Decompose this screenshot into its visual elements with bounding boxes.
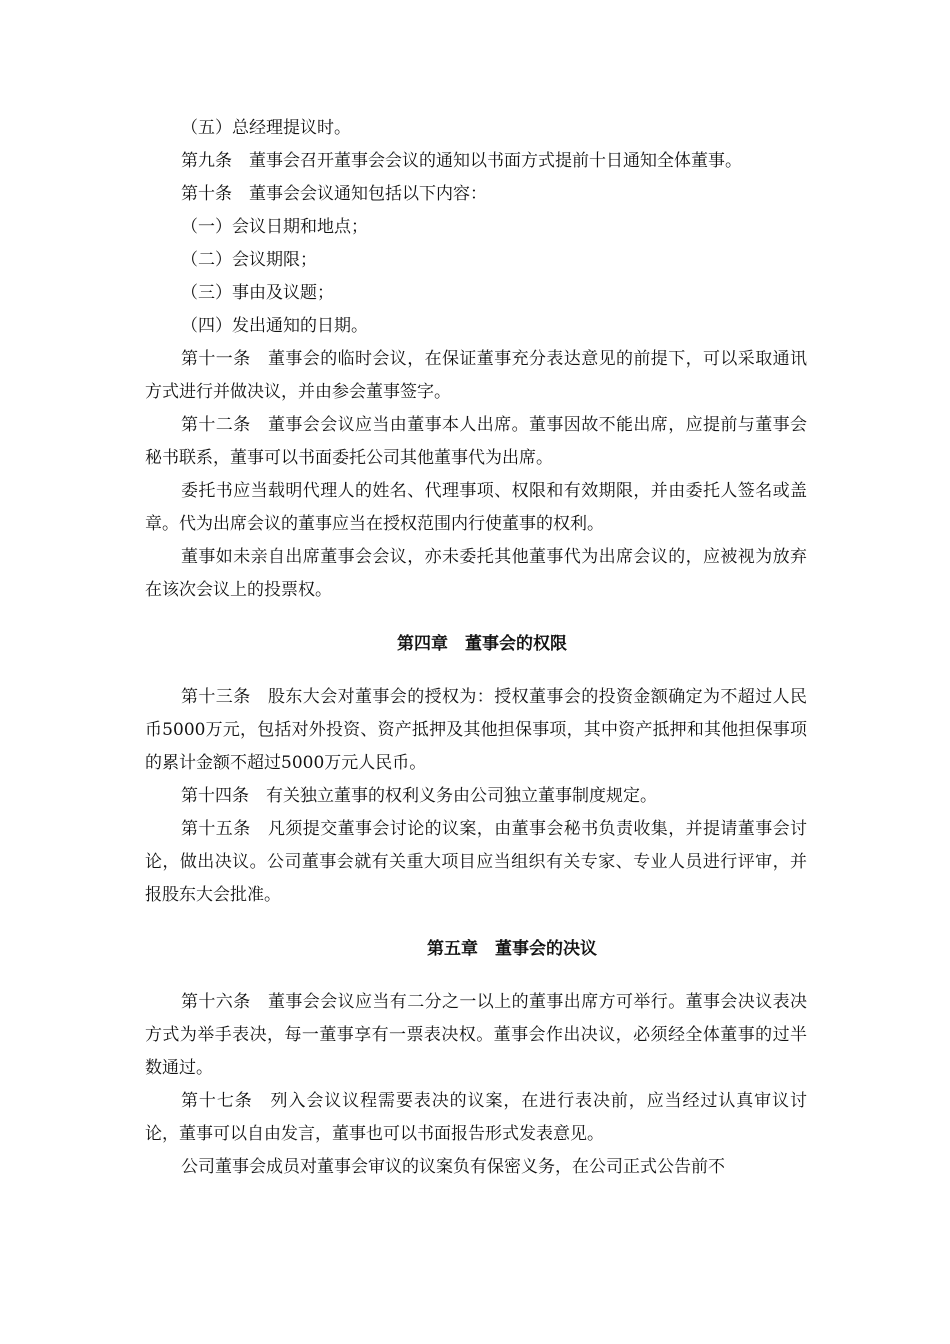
article-15: 第十五条 凡须提交董事会讨论的议案，由董事会秘书负责收集，并提请董事会讨论，做出决议。公司董事会就有关重大项目应当组织有关专家、专业人员进行评审，并报股东大会批准。 bbox=[145, 819, 807, 905]
article-12: 第十二条 董事会会议应当由董事本人出席。董事因故不能出席，应提前与董事会秘书联系，董事可以书面委托公司其他董事代为出席。 bbox=[145, 415, 807, 468]
paragraph-proxy: 委托书应当载明代理人的姓名、代理事项、权限和有效期限，并由委托人签名或盖章。代为出席会议的董事应当在授权范围内行使董事的权利。 bbox=[145, 481, 807, 534]
article-11: 第十一条 董事会的临时会议，在保证董事充分表达意见的前提下，可以采取通讯方式进行并做决议，并由参会董事签字。 bbox=[145, 349, 807, 402]
article-9: 第九条 董事会召开董事会会议的通知以书面方式提前十日通知全体董事。 bbox=[181, 151, 742, 171]
paragraph-item-4: （四）发出通知的日期。 bbox=[181, 316, 368, 336]
paragraph-item-2: （二）会议期限； bbox=[181, 250, 317, 270]
chapter-5-title: 第五章 董事会的决议 bbox=[427, 939, 597, 959]
paragraph-absence: 董事如未亲自出席董事会会议，亦未委托其他董事代为出席会议的，应被视为放弃在该次会议上的投票权。 bbox=[145, 547, 807, 600]
paragraph-item-5: （五）总经理提议时。 bbox=[181, 118, 351, 138]
article-17: 第十七条 列入会议议程需要表决的议案，在进行表决前，应当经过认真审议讨论，董事可以自由发言，董事也可以书面报告形式发表意见。 bbox=[145, 1091, 807, 1144]
paragraph-item-1: （一）会议日期和地点； bbox=[181, 217, 368, 237]
article-13: 第十三条 股东大会对董事会的授权为：授权董事会的投资金额确定为不超过人民币5000万元，包括对外投资、资产抵押及其他担保事项，其中资产抵押和其他担保事项的累计金额不超过5000万元人民币。 bbox=[145, 687, 807, 773]
article-10: 第十条 董事会会议通知包括以下内容： bbox=[181, 184, 487, 204]
article-16: 第十六条 董事会会议应当有二分之一以上的董事出席方可举行。董事会决议表决方式为举手表决，每一董事享有一票表决权。董事会作出决议，必须经全体董事的过半数通过。 bbox=[145, 992, 807, 1078]
chapter-4-title: 第四章 董事会的权限 bbox=[397, 634, 567, 654]
article-14: 第十四条 有关独立董事的权利义务由公司独立董事制度规定。 bbox=[181, 786, 657, 806]
paragraph-confidentiality: 公司董事会成员对董事会审议的议案负有保密义务，在公司正式公告前不 bbox=[181, 1157, 725, 1177]
paragraph-item-3: （三）事由及议题； bbox=[181, 283, 334, 303]
document-body bbox=[145, 112, 807, 1184]
